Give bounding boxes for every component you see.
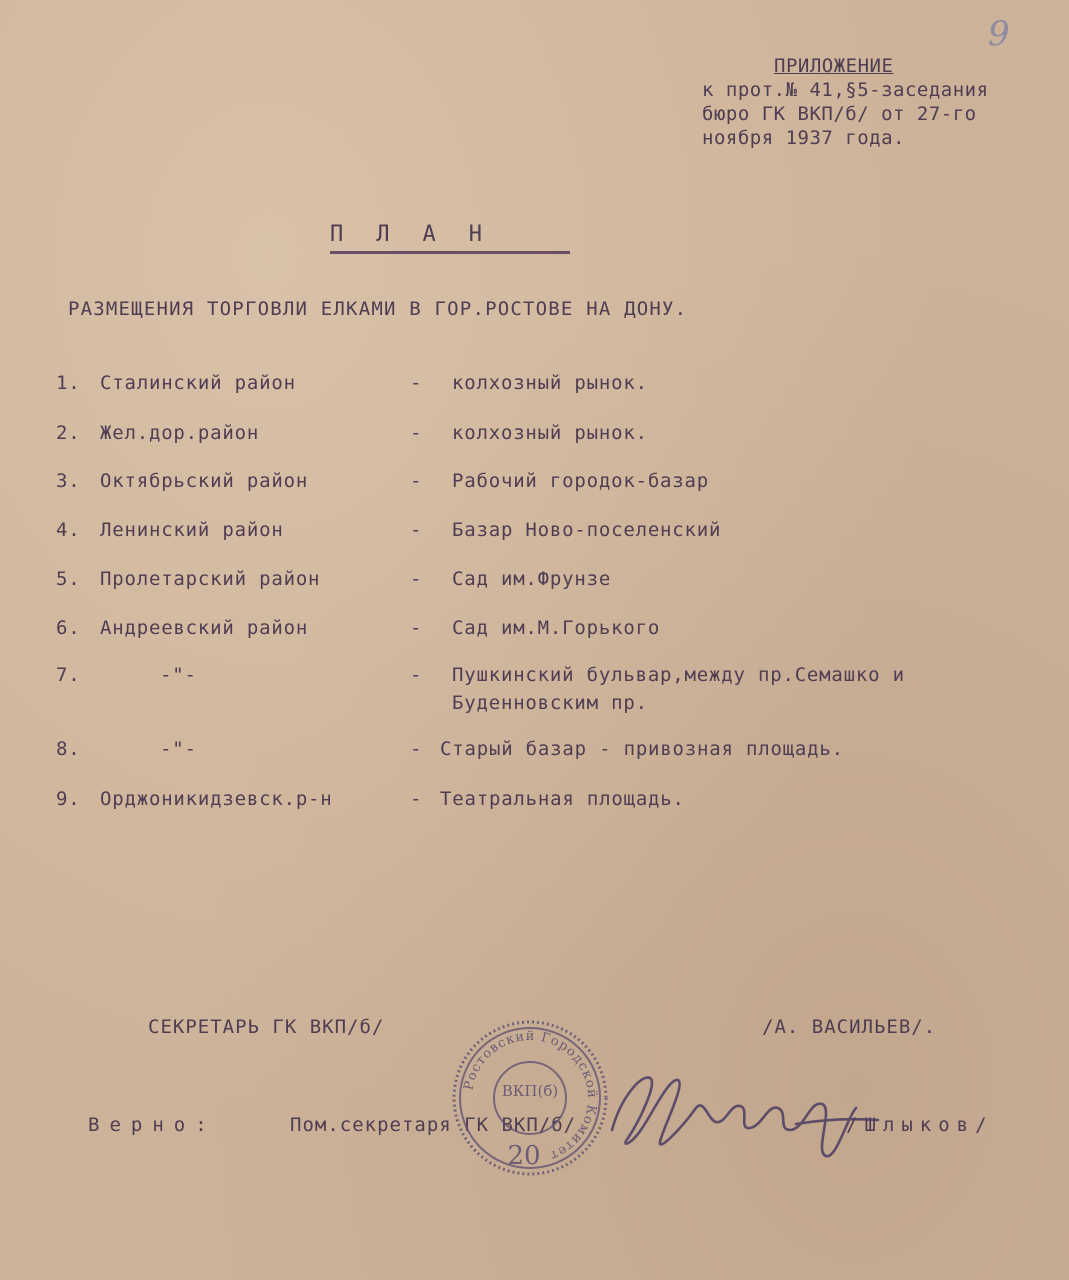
document-subtitle: РАЗМЕЩЕНИЯ ТОРГОВЛИ ЕЛКАМИ В ГОР.РОСТОВЕ НА ДОНУ. — [68, 298, 688, 320]
item-place: Пушкинский бульвар,между пр.Семашко и — [452, 664, 905, 686]
appendix-line-2: бюро ГК ВКП/б/ от 27-го — [702, 103, 977, 125]
stamp-center-text: ВКП(б) — [501, 1082, 559, 1100]
item-number: 5. — [56, 568, 81, 590]
item-district: Орджоникидзевск.р-н — [100, 788, 333, 810]
item-district: Андреевский район — [100, 617, 309, 639]
stamp-ring-text: Ростовский Городской Комитет — [461, 1028, 600, 1164]
item-dash: - — [410, 470, 423, 492]
document-title: ПЛАН — [330, 222, 570, 254]
item-district: Пролетарский район — [100, 568, 321, 590]
item-dash: - — [410, 568, 423, 590]
item-dash: - — [410, 617, 423, 639]
item-district: Октябрьский район — [100, 470, 309, 492]
item-place: Старый базар - привозная площадь. — [440, 738, 844, 760]
item-place: Базар Ново-поселенский — [452, 519, 722, 541]
item-place: колхозный рынок. — [452, 422, 648, 444]
item-dash: - — [410, 422, 423, 444]
stamp-number: 20 — [507, 1141, 541, 1171]
item-district: Сталинский район — [100, 372, 296, 394]
item-place-continued: Буденновским пр. — [452, 692, 648, 714]
item-dash: - — [410, 788, 423, 810]
item-number: 8. — [56, 738, 81, 760]
secretary-name: /А. ВАСИЛЬЕВ/. — [762, 1016, 937, 1038]
item-dash: - — [410, 664, 423, 686]
item-place: колхозный рынок. — [452, 372, 648, 394]
item-district: -"- — [160, 664, 197, 686]
item-dash: - — [410, 372, 423, 394]
item-number: 1. — [56, 372, 81, 394]
item-number: 2. — [56, 422, 81, 444]
handwritten-signature — [600, 1060, 890, 1170]
item-place: Сад им.М.Горького — [452, 617, 661, 639]
item-number: 7. — [56, 664, 81, 686]
certified-label: Верно: — [88, 1114, 217, 1136]
item-dash: - — [410, 738, 423, 760]
item-number: 3. — [56, 470, 81, 492]
item-district: Жел.дор.район — [100, 422, 260, 444]
certified-text: Пом.секретаря ГК ВКП/б/ — [290, 1114, 577, 1136]
secretary-label: СЕКРЕТАРЬ ГК ВКП/б/ — [148, 1016, 385, 1038]
item-number: 6. — [56, 617, 81, 639]
item-number: 9. — [56, 788, 81, 810]
item-district: Ленинский район — [100, 519, 284, 541]
appendix-header — [702, 54, 989, 150]
item-place: Рабочий городок-базар — [452, 470, 710, 492]
round-stamp — [446, 1018, 614, 1178]
item-place: Театральная площадь. — [440, 788, 685, 810]
appendix-title: ПРИЛОЖЕНИЕ — [774, 55, 894, 77]
item-number: 4. — [56, 519, 81, 541]
certified-name: /Шлыков/ — [846, 1114, 994, 1136]
item-dash: - — [410, 519, 423, 541]
appendix-line-1: к прот.№ 41,§5-заседания — [702, 79, 989, 101]
item-place: Сад им.Фрунзе — [452, 568, 612, 590]
appendix-line-3: ноября 1937 года. — [702, 127, 905, 149]
item-district: -"- — [160, 738, 197, 760]
page-number: 9 — [988, 14, 1010, 54]
